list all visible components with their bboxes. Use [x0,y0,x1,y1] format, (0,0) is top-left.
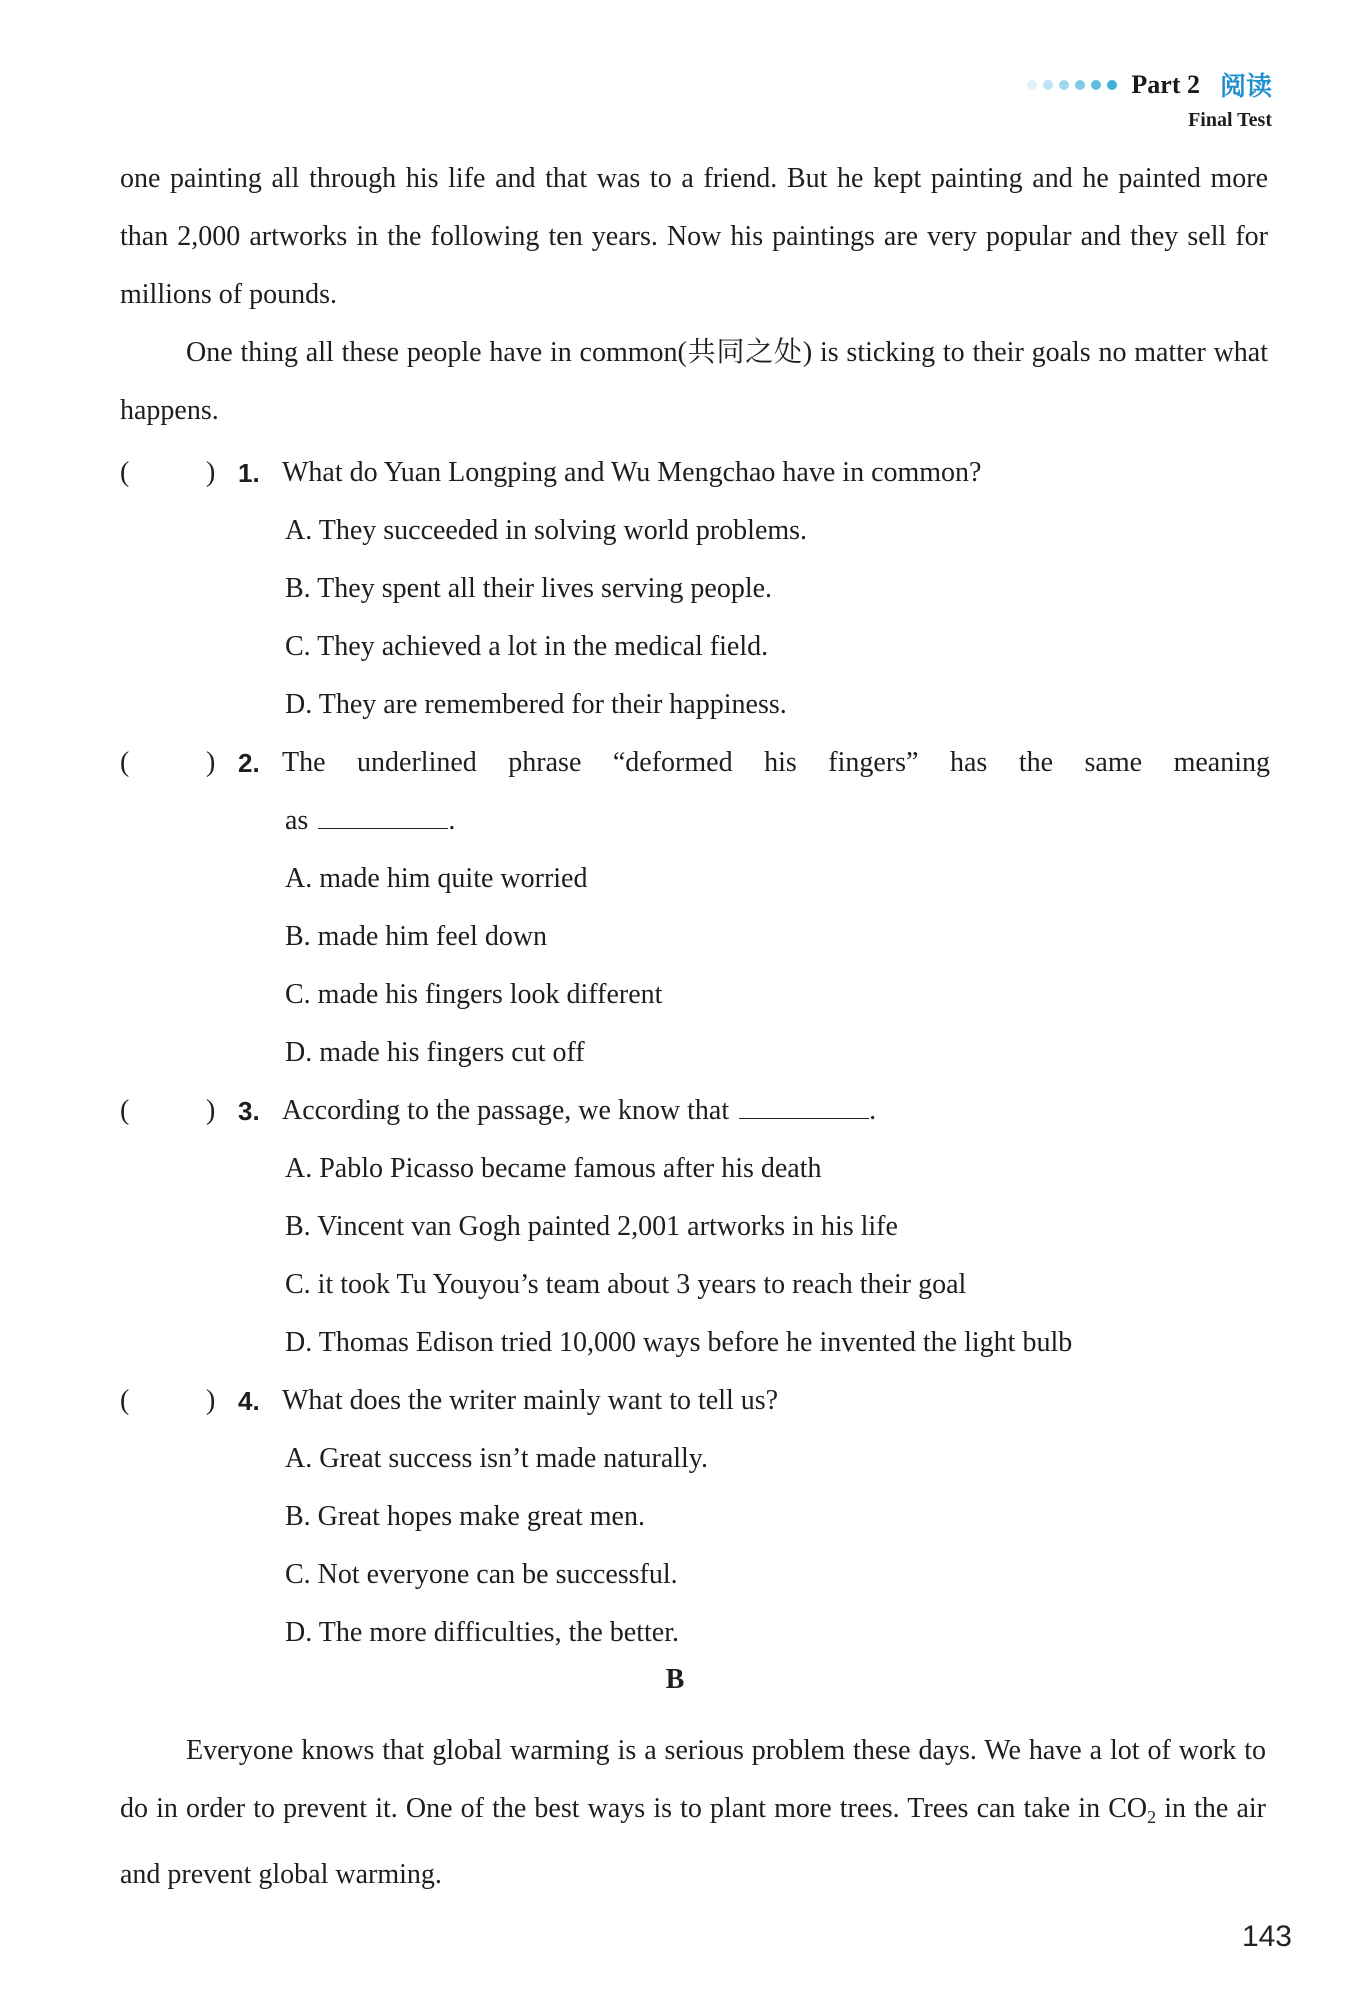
part-chinese-label: 阅读 [1219,72,1272,102]
question-text: What does the writer mainly want to tell us? [282,1385,779,1416]
answer-bracket-right[interactable]: ) [206,747,216,778]
question-text: The underlined phrase “deformed his fingers” has the same meaning [282,747,1270,778]
question-4 [120,1372,1270,1430]
answer-bracket-right[interactable]: ) [206,457,216,488]
question-text-cont: as [285,805,309,836]
question-2 [120,734,1270,792]
passage-a-tail [120,150,1268,440]
section-title: B [665,1664,685,1695]
option-a[interactable]: A. Great success isn’t made naturally. [285,1443,708,1474]
option-d[interactable]: D. They are remembered for their happiness. [285,689,787,720]
question-text: According to the passage, we know that [282,1095,730,1126]
co2-subscript: 2 [1147,1807,1157,1827]
option-b[interactable]: B. Vincent van Gogh painted 2,001 artworks in his life [285,1211,898,1242]
option-c[interactable]: C. made his fingers look different [285,979,663,1010]
option-c[interactable]: C. it took Tu Youyou’s team about 3 years to reach their goal [285,1269,967,1300]
passage-paragraph: one painting all through his life and that was to a friend. But he kept painting and he painted more than 2,000 artworks in the following ten years. Now his paintings are very popular and they sell for millions of pounds. [120,163,1268,310]
passage-b-text-end: in the air and prevent global warming. [120,1793,1266,1890]
answer-bracket-right[interactable]: ) [206,1095,216,1126]
option-a[interactable]: A. They succeeded in solving world problems. [285,515,808,546]
option-d[interactable]: D. Thomas Edison tried 10,000 ways before he invented the light bulb [285,1327,1073,1358]
passage-b-text-start: Everyone knows that global warming is a serious problem these days. We have a lot of work to do in order to prevent it. One of the best ways is to plant more trees. Trees can take in CO [120,1735,1266,1824]
passage-paragraph [120,1722,1266,1904]
option-b[interactable]: B. They spent all their lives serving people. [285,573,773,604]
answer-bracket-left[interactable]: ( [120,1385,130,1416]
question-number: 2. [238,748,260,778]
option-a[interactable]: A. made him quite worried [285,863,588,894]
option-b[interactable]: B. made him feel down [285,921,548,952]
question-text: What do Yuan Longping and Wu Mengchao have in common? [282,457,982,488]
part-label: Part 2 [1131,69,1200,99]
question-2-continuation: as . [285,792,455,850]
page-number: 143 [1241,1920,1292,1953]
question-number: 1. [238,458,260,488]
passage-b [120,1722,1266,1904]
question-number: 3. [238,1096,260,1126]
option-c[interactable]: C. They achieved a lot in the medical field. [285,631,769,662]
passage-paragraph: One thing all these people have in common(共同之处) is sticking to their goals no matter what happens. [120,337,1268,426]
answer-bracket-left[interactable]: ( [120,1095,130,1126]
answer-bracket-left[interactable]: ( [120,457,130,488]
page-header [1027,66,1272,132]
fill-blank[interactable] [318,800,448,829]
header-subtitle: Final Test [1188,109,1272,131]
fill-blank[interactable] [739,1090,869,1119]
question-text-wrap: According to the passage, we know that . [282,1082,1270,1140]
question-1 [120,444,1270,502]
option-a[interactable]: A. Pablo Picasso became famous after his death [285,1153,822,1184]
answer-bracket-right[interactable]: ) [206,1385,216,1416]
question-3 [120,1082,1270,1140]
question-number: 4. [238,1386,260,1416]
option-b[interactable]: B. Great hopes make great men. [285,1501,645,1532]
option-c[interactable]: C. Not everyone can be successful. [285,1559,678,1590]
option-d[interactable]: D. The more difficulties, the better. [285,1617,679,1648]
option-d[interactable]: D. made his fingers cut off [285,1037,585,1068]
answer-bracket-left[interactable]: ( [120,747,130,778]
decorative-dots-icon [1027,80,1117,90]
